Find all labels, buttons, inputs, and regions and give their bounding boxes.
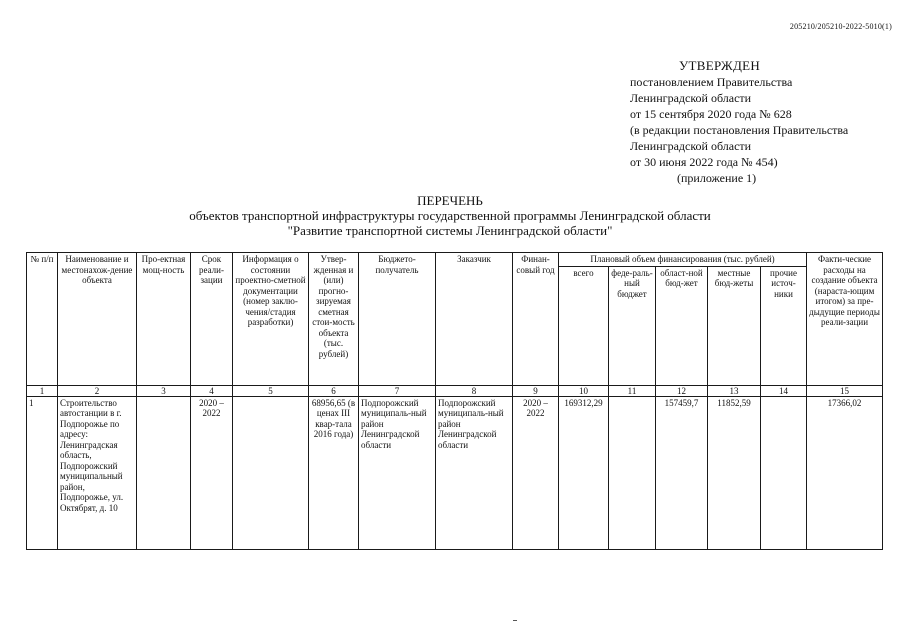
document-id: 205210/205210-2022-5010(1) xyxy=(789,22,892,31)
header-fin-year: Финан-совый год xyxy=(513,253,559,386)
table-header-row xyxy=(27,253,883,267)
header-docs: Информация о состоянии проектно-сметной документации (номер заклю-чения/стадия разработки) xyxy=(233,253,309,386)
approval-block xyxy=(630,58,900,186)
column-number: 12 xyxy=(656,385,708,396)
scan-mark xyxy=(513,620,517,621)
approval-line: (приложение 1) xyxy=(677,171,757,185)
column-number: 2 xyxy=(58,385,137,396)
column-number: 4 xyxy=(191,385,233,396)
column-number: 9 xyxy=(513,385,559,396)
heading-title: ПЕРЕЧЕНЬ xyxy=(417,193,483,208)
cell-cost: 68956,65 (в ценах III квар-тала 2016 года) xyxy=(309,396,359,549)
cell-regional: 157459,7 xyxy=(656,396,708,549)
column-number: 3 xyxy=(137,385,191,396)
header-local: местные бюд-жеты xyxy=(708,266,761,385)
header-actual: Факти-ческие расходы на создание объекта (нараста-ющим итогом) за пре-дыдущие периоды реали-зации xyxy=(807,253,883,386)
column-number: 13 xyxy=(708,385,761,396)
cell-local: 11852,59 xyxy=(708,396,761,549)
column-numbers-row xyxy=(27,385,883,396)
column-number: 11 xyxy=(609,385,656,396)
cell-recipient: Подпорожский муниципаль-ный район Ленинградской области xyxy=(359,396,436,549)
heading-program-name: "Развитие транспортной системы Ленинградской области" xyxy=(287,223,613,238)
approval-line: от 30 июня 2022 года № 454) xyxy=(630,155,778,169)
header-other: прочие источ-ники xyxy=(761,266,807,385)
approval-line: от 15 сентября 2020 года № 628 xyxy=(630,107,792,121)
header-name: Наименование и местонахож-дение объекта xyxy=(58,253,137,386)
cell-fin-year: 2020 – 2022 xyxy=(513,396,559,549)
table-row xyxy=(27,396,883,549)
document-heading xyxy=(120,193,780,238)
cell-docs xyxy=(233,396,309,549)
column-number: 7 xyxy=(359,385,436,396)
header-regional: област-ной бюд-жет xyxy=(656,266,708,385)
column-number: 8 xyxy=(436,385,513,396)
cell-total: 169312,29 xyxy=(559,396,609,549)
objects-table xyxy=(26,252,883,550)
column-number: 6 xyxy=(309,385,359,396)
cell-customer: Подпорожский муниципаль-ный район Ленинградской области xyxy=(436,396,513,549)
header-term: Срок реали-зации xyxy=(191,253,233,386)
cell-capacity xyxy=(137,396,191,549)
column-number: 15 xyxy=(807,385,883,396)
header-plan-group: Плановый объем финансирования (тыс. рублей) xyxy=(559,253,807,267)
header-total: всего xyxy=(559,266,609,385)
approval-title: УТВЕРЖДЕН xyxy=(679,58,761,73)
column-number: 1 xyxy=(27,385,58,396)
cell-federal xyxy=(609,396,656,549)
cell-other xyxy=(761,396,807,549)
cell-term: 2020 – 2022 xyxy=(191,396,233,549)
header-cost: Утвер-жденная и (или) прогно-зируемая сметная стои-мость объекта (тыс. рублей) xyxy=(309,253,359,386)
header-customer: Заказчик xyxy=(436,253,513,386)
approval-line: Ленинградской области xyxy=(630,139,752,153)
header-federal: феде-раль-ный бюджет xyxy=(609,266,656,385)
column-number: 5 xyxy=(233,385,309,396)
column-number: 10 xyxy=(559,385,609,396)
approval-line: Ленинградской области xyxy=(630,91,752,105)
heading-subtitle: объектов транспортной инфраструктуры государственной программы Ленинградской области xyxy=(189,208,711,223)
cell-actual: 17366,02 xyxy=(807,396,883,549)
cell-name: Строительство автостанции в г. Подпорожье по адресу: Ленинградская область, Подпорожский муниципальный район, Подпорожье, ул. Октябрят, д. 10 xyxy=(58,396,137,549)
cell-num: 1 xyxy=(27,396,58,549)
approval-line: (в редакции постановления Правительства xyxy=(630,123,849,137)
header-capacity: Про-ектная мощ-ность xyxy=(137,253,191,386)
header-num: № п/п xyxy=(27,253,58,386)
approval-line: постановлением Правительства xyxy=(630,75,793,89)
header-recipient: Бюджето-получатель xyxy=(359,253,436,386)
column-number: 14 xyxy=(761,385,807,396)
